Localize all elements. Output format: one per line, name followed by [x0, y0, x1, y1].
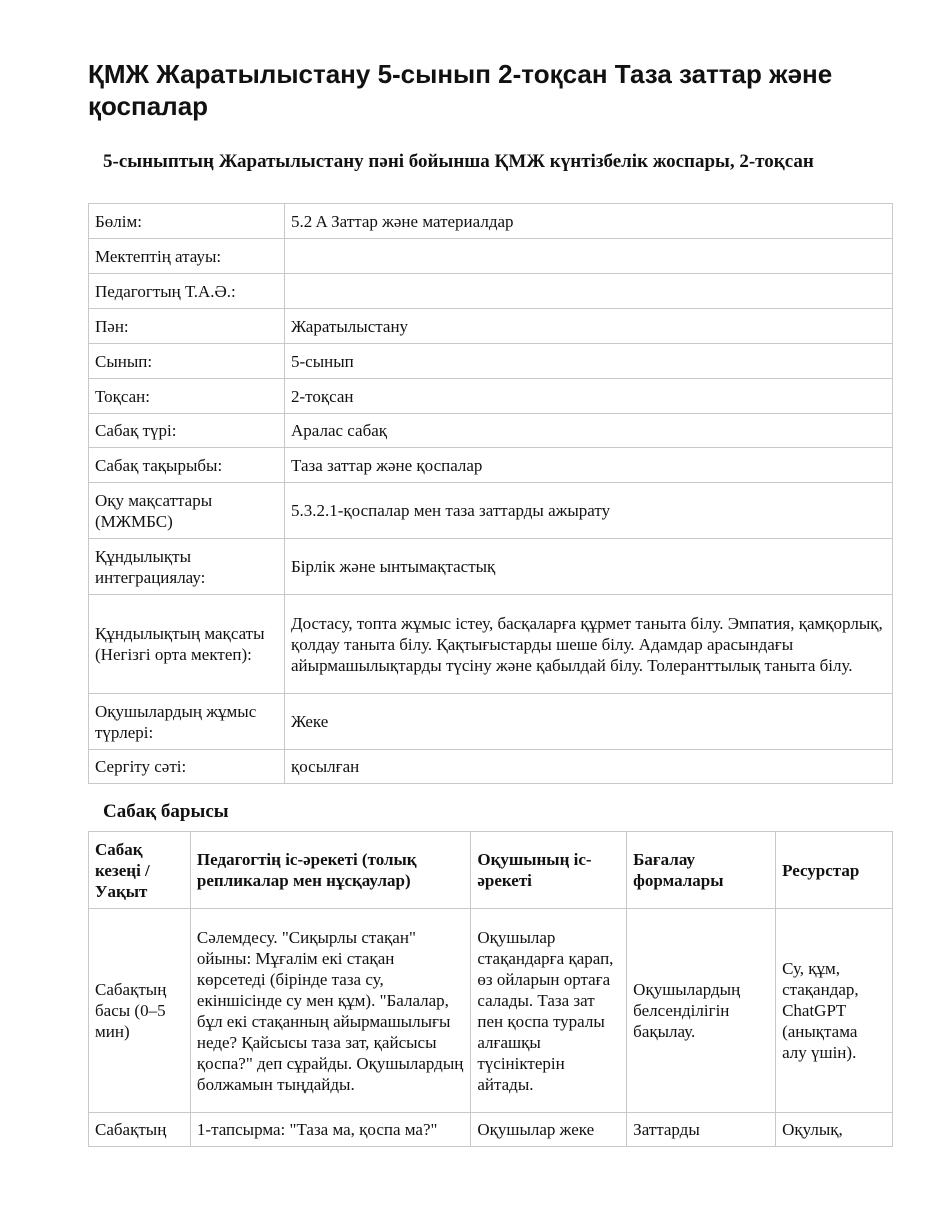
info-value: 2-тоқсан	[285, 379, 893, 414]
info-value: Жаратылыстану	[285, 309, 893, 344]
lesson-header-row	[89, 832, 893, 909]
info-value: Достасу, топта жұмыс істеу, басқаларға құрмет таныта білу. Эмпатия, қамқорлық, қолдау таныта білу. Қақтығыстарды шеше білу. Адамдар арасындағы айырмашылықтарды түсіну және қабылдай білу. Толеранттылық таныта білу.	[285, 595, 893, 694]
column-header-assessment: Бағалау формалары	[627, 832, 776, 909]
info-label: Құндылықтың мақсаты (Негізгі орта мектеп):	[89, 595, 285, 694]
lesson-cell-assessment: Оқушылардың белсенділігін бақылау.	[627, 909, 776, 1113]
lesson-progress-table	[88, 831, 893, 1147]
lesson-info-table	[88, 203, 893, 784]
lesson-cell-teacher-activity: 1-тапсырма: "Таза ма, қоспа ма?"	[190, 1113, 470, 1147]
lesson-cell-assessment: Заттарды	[627, 1113, 776, 1147]
info-row-value-goal	[89, 595, 893, 694]
info-value: 5.2 A Заттар және материалдар	[285, 204, 893, 239]
lesson-cell-stage: Сабақтың басы (0–5 мин)	[89, 909, 191, 1113]
info-label: Оқу мақсаттары (МЖМБС)	[89, 483, 285, 539]
info-value	[285, 239, 893, 274]
info-value: 5.3.2.1-қоспалар мен таза заттарды ажырату	[285, 483, 893, 539]
info-row-subject	[89, 309, 893, 344]
lesson-cell-student-activity: Оқушылар стақандарға қарап, өз ойларын ортаға салады. Таза зат пен қоспа туралы алғашқы түсініктерін айтады.	[471, 909, 627, 1113]
info-row-quarter	[89, 379, 893, 414]
info-row-lesson-topic	[89, 448, 893, 483]
info-row-learning-objectives	[89, 483, 893, 539]
document-title: ҚМЖ Жаратылыстану 5-сынып 2-тоқсан Таза заттар және қоспалар	[88, 59, 833, 121]
lesson-cell-teacher-activity: Сәлемдесу. "Сиқырлы стақан" ойыны: Мұғалім екі стақан көрсетеді (бірінде таза су, екіншісінде су мен құм). "Балалар, бұл екі стақанның айырмашылығы неде? Қайсысы таза зат, қайсысы қоспа?" деп сұрайды. Оқушылардың болжамын тыңдайды.	[190, 909, 470, 1113]
info-row-grade	[89, 344, 893, 379]
column-header-resources: Ресурстар	[776, 832, 893, 909]
info-value: қосылған	[285, 750, 893, 784]
info-row-school	[89, 239, 893, 274]
info-label: Сынып:	[89, 344, 285, 379]
info-row-section	[89, 204, 893, 239]
info-row-lesson-type	[89, 414, 893, 448]
info-label: Сабақ тақырыбы:	[89, 448, 285, 483]
column-header-teacher-activity: Педагогтің іс-әрекеті (толық репликалар мен нұсқаулар)	[190, 832, 470, 909]
info-label: Бөлім:	[89, 204, 285, 239]
info-row-work-forms	[89, 694, 893, 750]
info-label: Сергіту сәті:	[89, 750, 285, 784]
info-value: Бірлік және ынтымақтастық	[285, 539, 893, 595]
info-label: Тоқсан:	[89, 379, 285, 414]
lesson-cell-stage: Сабақтың	[89, 1113, 191, 1147]
info-row-break	[89, 750, 893, 784]
info-row-value-integration	[89, 539, 893, 595]
info-label: Пән:	[89, 309, 285, 344]
table-row	[89, 1113, 893, 1147]
info-value: Жеке	[285, 694, 893, 750]
info-value	[285, 274, 893, 309]
info-value: 5-сынып	[285, 344, 893, 379]
info-label: Оқушылардың жұмыс түрлері:	[89, 694, 285, 750]
lesson-progress-heading: Сабақ барысы	[103, 801, 229, 822]
info-value: Таза заттар және қоспалар	[285, 448, 893, 483]
info-value: Аралас сабақ	[285, 414, 893, 448]
lesson-cell-resources: Су, құм, стақандар, ChatGPT (анықтама алу үшін).	[776, 909, 893, 1113]
table-row	[89, 909, 893, 1113]
info-row-teacher	[89, 274, 893, 309]
column-header-student-activity: Оқушының іс-әрекеті	[471, 832, 627, 909]
info-label: Педагогтың Т.А.Ә.:	[89, 274, 285, 309]
plan-subtitle: 5-сыныптың Жаратылыстану пәні бойынша ҚМЖ күнтізбелік жоспары, 2-тоқсан	[103, 151, 814, 172]
column-header-stage: Сабақ кезеңі / Уақыт	[89, 832, 191, 909]
lesson-cell-student-activity: Оқушылар жеке	[471, 1113, 627, 1147]
info-label: Құндылықты интеграциялау:	[89, 539, 285, 595]
lesson-cell-resources: Оқулық,	[776, 1113, 893, 1147]
info-label: Сабақ түрі:	[89, 414, 285, 448]
info-label: Мектептің атауы:	[89, 239, 285, 274]
